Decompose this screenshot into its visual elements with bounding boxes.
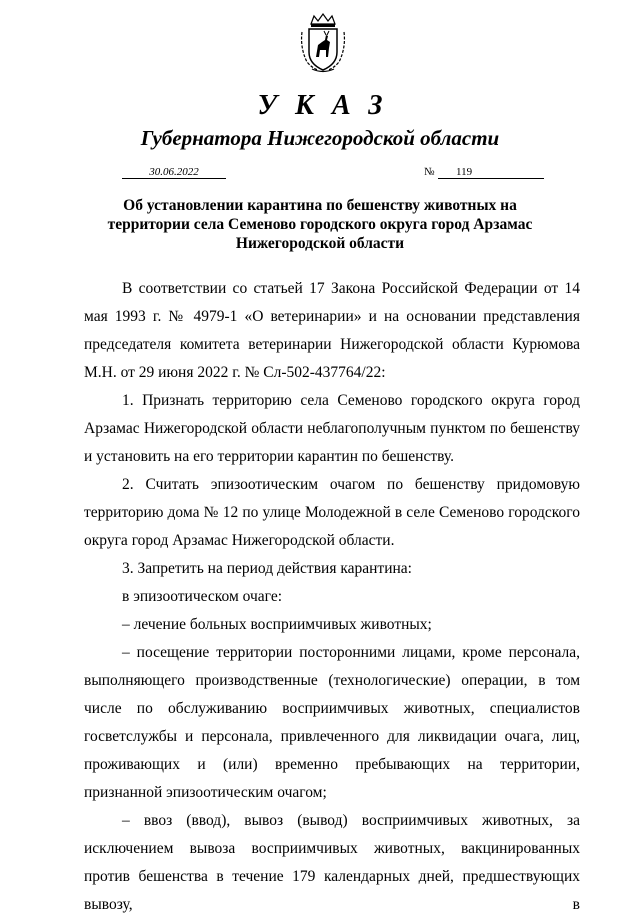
coat-of-arms-icon	[298, 12, 348, 74]
clause-3-subheading: в эпизоотическом очаге:	[122, 588, 283, 605]
clause-2: 2. Считать эпизоотическим очагом по бешенству придомовую территорию дома № 12 по улице Молодежной в селе Семеново городского округа город Арзамас Нижегородской области.	[84, 476, 580, 549]
clause-3-item-1: – лечение больных восприимчивых животных;	[122, 616, 432, 633]
document-body	[84, 275, 580, 919]
clause-3-item-3: – ввоз (ввод), вывоз (вывод) восприимчивых животных, за исключением вывоза восприимчивых животных, вакцинированных против бешенства в течение 179 календарных дней, предшествующих вывозу, в	[84, 812, 580, 913]
document-type-title: УКАЗ	[257, 90, 401, 121]
clause-1: 1. Признать территорию села Семеново городского округа город Арзамас Нижегородской области неблагополучным пунктом по бешенству и установить на его территории карантин по бешенству.	[84, 392, 580, 465]
preamble-paragraph: В соответствии со статьей 17 Закона Российской Федерации от 14 мая 1993 г. № 4979-1 «О ветеринарии» и на основании представления председателя комитета ветеринарии Нижегородской области Курюмова М.Н. от 29 июня 2022 г. № Сл-502-437764/22:	[84, 280, 580, 381]
number-label: №	[424, 166, 435, 178]
document-subject: Об установлении карантина по бешенству животных на территории села Семеново городского округа город Арзамас Нижегородской области	[107, 197, 533, 252]
clause-3-item-2: – посещение территории посторонними лицами, кроме персонала, выполняющего производственные (технологические) операции, в том числе по обслуживанию восприимчивых животных, специалистов госветслужбы и персонала, привлеченного для ликвидации очага, лиц, проживающих и (или) временно пребывающих на территории, признанной эпизоотическим очагом;	[84, 644, 580, 801]
document-date: 30.06.2022	[122, 166, 226, 179]
clause-3: 3. Запретить на период действия карантина:	[122, 560, 412, 577]
document-number: 119	[438, 166, 544, 179]
issuer-title: Губернатора Нижегородской области	[140, 126, 500, 150]
